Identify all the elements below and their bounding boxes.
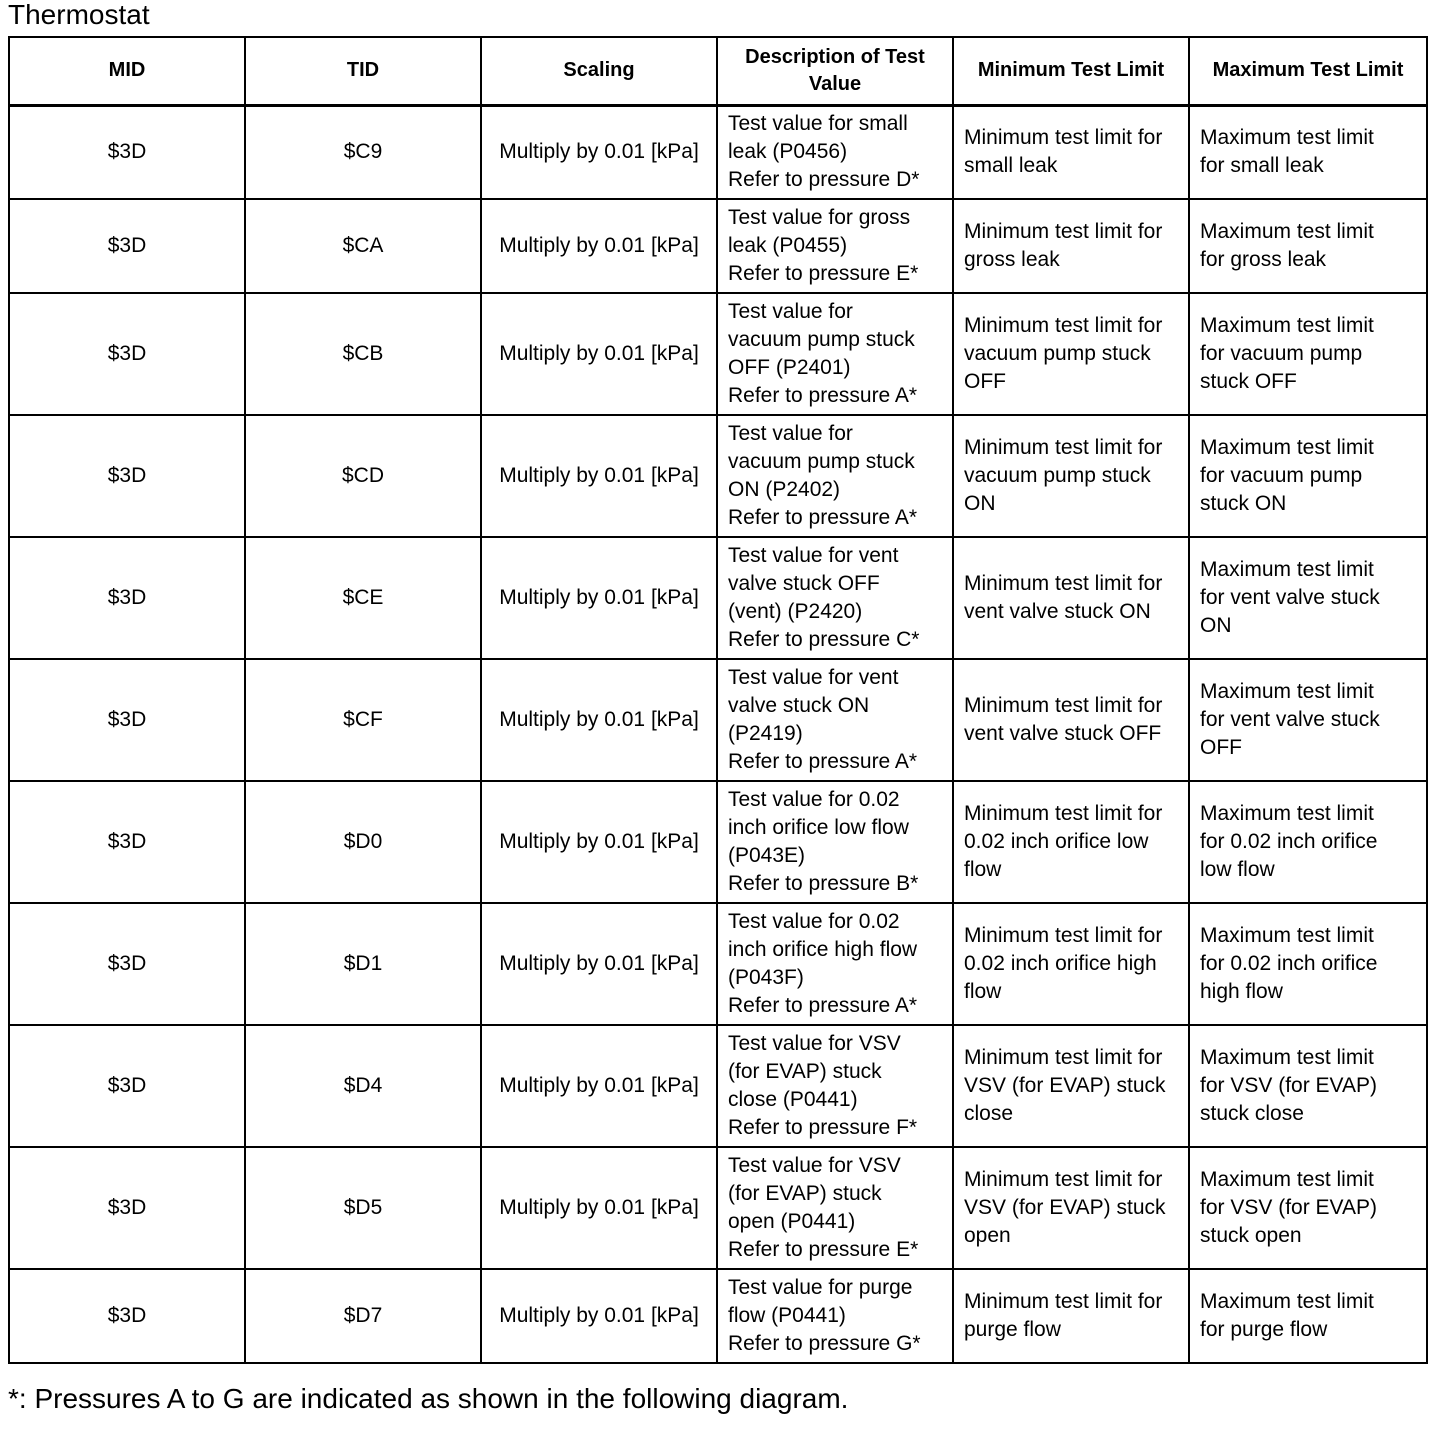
cell-description: [717, 1025, 953, 1147]
cell-description-line: valve stuck ON: [728, 694, 870, 717]
cell-max-limit-line: stuck OFF: [1200, 370, 1297, 393]
cell-min-limit-line: gross leak: [964, 248, 1060, 271]
cell-min-limit: [953, 537, 1189, 659]
cell-max-limit-line: Maximum test limit: [1200, 1290, 1374, 1313]
cell-mid: $3D: [9, 781, 245, 903]
cell-min-limit-line: Minimum test limit for: [964, 1168, 1163, 1191]
cell-description-line: (P043F): [728, 966, 804, 989]
cell-description-line: valve stuck OFF: [728, 572, 880, 595]
cell-min-limit-line: 0.02 inch orifice low: [964, 830, 1149, 853]
cell-max-limit-line: Maximum test limit: [1200, 802, 1374, 825]
cell-description: [717, 1147, 953, 1269]
cell-description-line: (for EVAP) stuck: [728, 1060, 882, 1083]
cell-description-line: Test value for: [728, 422, 853, 445]
cell-min-limit-line: small leak: [964, 154, 1058, 178]
table-row: [9, 903, 1427, 1025]
header-description-line: Value: [808, 72, 862, 95]
cell-max-limit-line: Maximum test limit: [1200, 1168, 1374, 1191]
cell-scaling: Multiply by 0.01 [kPa]: [481, 1025, 717, 1147]
table-row: [9, 415, 1427, 537]
page-title: Thermostat: [8, 0, 150, 30]
footnote: *: Pressures A to G are indicated as shown in the following diagram.: [8, 1383, 849, 1414]
cell-max-limit-line: Maximum test limit: [1200, 1046, 1374, 1069]
cell-min-limit-line: flow: [964, 858, 1002, 881]
cell-scaling: Multiply by 0.01 [kPa]: [481, 199, 717, 293]
cell-max-limit: [1189, 1269, 1427, 1363]
cell-tid: $C9: [245, 105, 481, 199]
cell-min-limit-line: VSV (for EVAP) stuck: [964, 1074, 1166, 1097]
cell-min-limit-line: Minimum test limit for: [964, 1290, 1163, 1313]
header-min-limit: Minimum Test Limit: [953, 37, 1189, 105]
cell-tid: $D5: [245, 1147, 481, 1269]
cell-max-limit: [1189, 415, 1427, 537]
cell-description-line: Refer to pressure B*: [728, 872, 919, 895]
cell-description-line: Test value for purge: [728, 1276, 913, 1299]
header-scaling: Scaling: [481, 37, 717, 105]
cell-min-limit-line: vacuum pump stuck: [964, 464, 1151, 487]
table-row: [9, 293, 1427, 415]
cell-max-limit-line: Maximum test limit: [1200, 314, 1374, 337]
cell-description-line: flow (P0441): [728, 1304, 846, 1327]
cell-description-line: Test value for VSV: [728, 1032, 901, 1055]
cell-scaling: Multiply by 0.01 [kPa]: [481, 903, 717, 1025]
cell-max-limit-line: high flow: [1200, 980, 1283, 1003]
cell-max-limit-line: for 0.02 inch orifice: [1200, 952, 1378, 975]
cell-description-line: inch orifice high flow: [728, 938, 918, 961]
monitor-test-table: [8, 36, 1428, 1364]
cell-max-limit-line: for gross leak: [1200, 248, 1327, 271]
cell-scaling: Multiply by 0.01 [kPa]: [481, 1147, 717, 1269]
cell-scaling: Multiply by 0.01 [kPa]: [481, 659, 717, 781]
cell-max-limit-line: for VSV (for EVAP): [1200, 1196, 1377, 1219]
cell-max-limit-line: Maximum test limit: [1200, 924, 1374, 947]
cell-max-limit-line: for vent valve stuck: [1200, 586, 1380, 609]
cell-max-limit: [1189, 1025, 1427, 1147]
cell-description-line: close (P0441): [728, 1088, 858, 1111]
cell-tid: $CB: [245, 293, 481, 415]
cell-description: [717, 105, 953, 199]
cell-min-limit-line: purge flow: [964, 1318, 1061, 1341]
cell-mid: $3D: [9, 105, 245, 199]
cell-description: [717, 199, 953, 293]
cell-max-limit-line: Maximum test limit: [1200, 220, 1374, 243]
cell-description-line: Refer to pressure A*: [728, 506, 918, 529]
cell-min-limit-line: Minimum test limit for: [964, 126, 1163, 150]
cell-min-limit-line: OFF: [964, 370, 1006, 393]
cell-tid: $CD: [245, 415, 481, 537]
cell-description-line: (vent) (P2420): [728, 600, 863, 623]
cell-mid: $3D: [9, 537, 245, 659]
cell-description-line: Refer to pressure D*: [728, 168, 920, 192]
cell-max-limit: [1189, 1147, 1427, 1269]
cell-min-limit-line: ON: [964, 492, 996, 515]
cell-max-limit: [1189, 903, 1427, 1025]
cell-min-limit-line: 0.02 inch orifice high: [964, 952, 1157, 975]
table-header-row: [9, 37, 1427, 105]
cell-tid: $CF: [245, 659, 481, 781]
cell-min-limit: [953, 659, 1189, 781]
cell-min-limit-line: close: [964, 1102, 1014, 1125]
cell-tid: $D0: [245, 781, 481, 903]
cell-min-limit-line: Minimum test limit for: [964, 436, 1163, 459]
cell-description-line: Test value for VSV: [728, 1154, 901, 1177]
cell-max-limit: [1189, 105, 1427, 199]
cell-description-line: Test value for small: [728, 112, 908, 136]
cell-mid: $3D: [9, 1147, 245, 1269]
cell-tid: $D7: [245, 1269, 481, 1363]
cell-description-line: Refer to pressure G*: [728, 1332, 921, 1355]
cell-description-line: Refer to pressure A*: [728, 750, 918, 773]
cell-tid: $D1: [245, 903, 481, 1025]
cell-mid: $3D: [9, 1269, 245, 1363]
header-max-limit: Maximum Test Limit: [1189, 37, 1427, 105]
cell-min-limit: [953, 415, 1189, 537]
cell-scaling: Multiply by 0.01 [kPa]: [481, 1269, 717, 1363]
header-description-line: Description of Test: [745, 45, 925, 68]
cell-max-limit-line: Maximum test limit: [1200, 558, 1374, 581]
cell-description-line: (for EVAP) stuck: [728, 1182, 882, 1205]
cell-tid: $D4: [245, 1025, 481, 1147]
cell-max-limit: [1189, 199, 1427, 293]
cell-description-line: Refer to pressure C*: [728, 628, 920, 651]
cell-description-line: leak (P0455): [728, 234, 848, 257]
cell-max-limit-line: for 0.02 inch orifice: [1200, 830, 1378, 853]
cell-description: [717, 293, 953, 415]
cell-description-line: vacuum pump stuck: [728, 450, 915, 473]
cell-min-limit-line: Minimum test limit for: [964, 1046, 1163, 1069]
cell-min-limit: [953, 293, 1189, 415]
table-row: [9, 1025, 1427, 1147]
cell-description-line: Test value for gross: [728, 206, 911, 229]
cell-max-limit-line: stuck close: [1200, 1102, 1304, 1125]
cell-tid: $CE: [245, 537, 481, 659]
cell-max-limit-line: for VSV (for EVAP): [1200, 1074, 1377, 1097]
cell-scaling: Multiply by 0.01 [kPa]: [481, 293, 717, 415]
cell-description: [717, 659, 953, 781]
cell-max-limit-line: for vent valve stuck: [1200, 708, 1380, 731]
cell-max-limit: [1189, 293, 1427, 415]
cell-min-limit-line: vacuum pump stuck: [964, 342, 1151, 365]
cell-description-line: Refer to pressure A*: [728, 994, 918, 1017]
cell-mid: $3D: [9, 415, 245, 537]
cell-description-line: leak (P0456): [728, 140, 848, 164]
cell-max-limit-line: Maximum test limit: [1200, 126, 1374, 150]
cell-description: [717, 781, 953, 903]
cell-scaling: Multiply by 0.01 [kPa]: [481, 415, 717, 537]
cell-description-line: (P2419): [728, 722, 803, 745]
cell-max-limit-line: for small leak: [1200, 154, 1324, 178]
cell-description: [717, 1269, 953, 1363]
cell-max-limit-line: OFF: [1200, 736, 1242, 759]
cell-max-limit-line: Maximum test limit: [1200, 680, 1374, 703]
cell-min-limit-line: vent valve stuck ON: [964, 600, 1151, 623]
cell-scaling: Multiply by 0.01 [kPa]: [481, 105, 717, 199]
cell-mid: $3D: [9, 199, 245, 293]
cell-description-line: Test value for 0.02: [728, 910, 900, 933]
cell-description-line: (P043E): [728, 844, 806, 867]
cell-min-limit-line: VSV (for EVAP) stuck: [964, 1196, 1166, 1219]
cell-min-limit-line: Minimum test limit for: [964, 220, 1163, 243]
cell-description: [717, 903, 953, 1025]
cell-description-line: Test value for 0.02: [728, 788, 900, 811]
cell-description-line: Refer to pressure E*: [728, 262, 919, 285]
cell-max-limit: [1189, 659, 1427, 781]
cell-description: [717, 415, 953, 537]
cell-description: [717, 537, 953, 659]
cell-scaling: Multiply by 0.01 [kPa]: [481, 537, 717, 659]
cell-description-line: vacuum pump stuck: [728, 328, 915, 351]
cell-max-limit-line: stuck open: [1200, 1224, 1302, 1247]
cell-min-limit: [953, 781, 1189, 903]
cell-description-line: Test value for vent: [728, 666, 899, 689]
table-row: [9, 659, 1427, 781]
table-row: [9, 1147, 1427, 1269]
cell-description-line: ON (P2402): [728, 478, 841, 501]
cell-min-limit: [953, 1147, 1189, 1269]
cell-min-limit-line: Minimum test limit for: [964, 802, 1163, 825]
cell-description-line: Refer to pressure F*: [728, 1116, 918, 1139]
cell-max-limit-line: stuck ON: [1200, 492, 1287, 515]
cell-min-limit-line: Minimum test limit for: [964, 924, 1163, 947]
cell-mid: $3D: [9, 903, 245, 1025]
header-mid: MID: [9, 37, 245, 105]
cell-description-line: open (P0441): [728, 1210, 856, 1233]
table-row: [9, 781, 1427, 903]
cell-description-line: Test value for vent: [728, 544, 899, 567]
cell-max-limit-line: ON: [1200, 614, 1232, 637]
table-row: [9, 105, 1427, 199]
cell-min-limit-line: vent valve stuck OFF: [964, 722, 1162, 745]
cell-max-limit: [1189, 537, 1427, 659]
cell-description-line: Refer to pressure A*: [728, 384, 918, 407]
cell-description-line: Test value for: [728, 300, 853, 323]
cell-mid: $3D: [9, 1025, 245, 1147]
table-row: [9, 199, 1427, 293]
table-row: [9, 537, 1427, 659]
cell-max-limit-line: for vacuum pump: [1200, 464, 1363, 487]
cell-max-limit-line: for vacuum pump: [1200, 342, 1363, 365]
cell-min-limit-line: Minimum test limit for: [964, 694, 1163, 717]
cell-min-limit: [953, 1025, 1189, 1147]
header-tid: TID: [245, 37, 481, 105]
cell-tid: $CA: [245, 199, 481, 293]
cell-mid: $3D: [9, 659, 245, 781]
cell-max-limit-line: for purge flow: [1200, 1318, 1328, 1341]
cell-mid: $3D: [9, 293, 245, 415]
cell-description-line: Refer to pressure E*: [728, 1238, 919, 1261]
cell-max-limit-line: low flow: [1200, 858, 1275, 881]
cell-min-limit-line: open: [964, 1224, 1011, 1247]
table-body: [9, 105, 1427, 1363]
cell-scaling: Multiply by 0.01 [kPa]: [481, 781, 717, 903]
cell-max-limit-line: Maximum test limit: [1200, 436, 1374, 459]
cell-min-limit-line: flow: [964, 980, 1002, 1003]
cell-min-limit-line: Minimum test limit for: [964, 572, 1163, 595]
header-description: [717, 37, 953, 105]
cell-min-limit: [953, 903, 1189, 1025]
cell-min-limit-line: Minimum test limit for: [964, 314, 1163, 337]
cell-min-limit: [953, 199, 1189, 293]
cell-min-limit: [953, 105, 1189, 199]
cell-description-line: OFF (P2401): [728, 356, 851, 379]
cell-description-line: inch orifice low flow: [728, 816, 909, 839]
table-row: [9, 1269, 1427, 1363]
cell-max-limit: [1189, 781, 1427, 903]
cell-min-limit: [953, 1269, 1189, 1363]
